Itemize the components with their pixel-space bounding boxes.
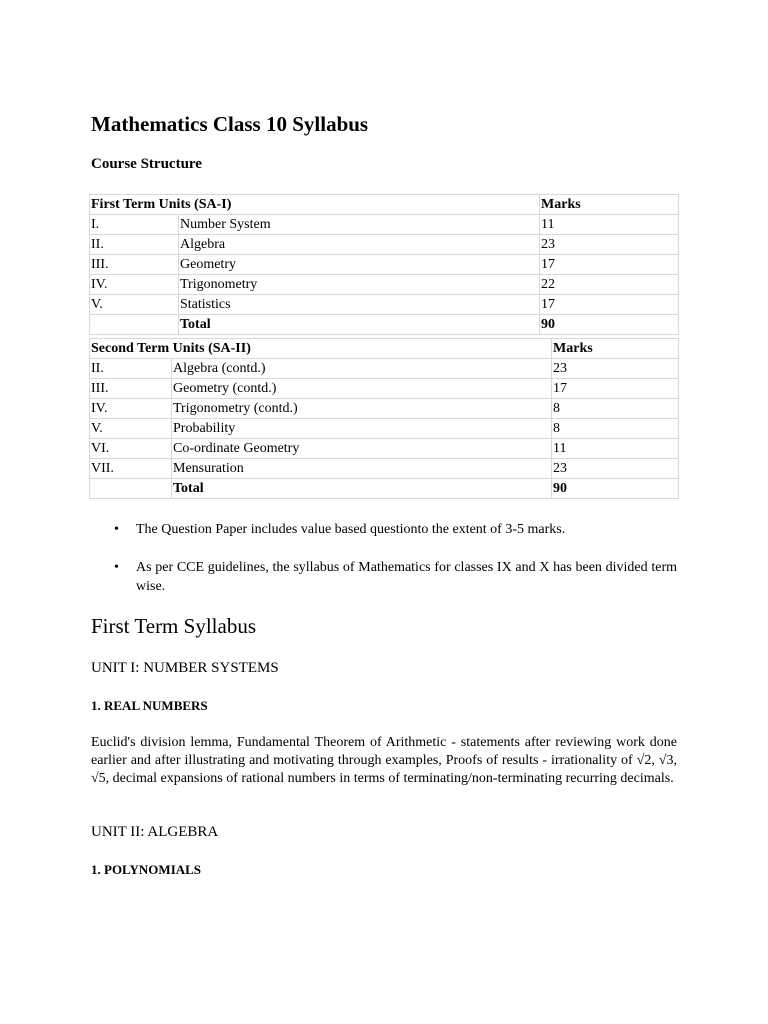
table-row [90, 255, 679, 275]
unit-name: Algebra (contd.) [172, 359, 552, 379]
unit-name: Algebra [179, 235, 540, 255]
unit-name: Number System [179, 215, 540, 235]
unit-marks: 22 [540, 275, 679, 295]
table-row [90, 459, 679, 479]
unit-number: V. [90, 419, 172, 439]
unit-number: VI. [90, 439, 172, 459]
unit-1-subheading: 1. REAL NUMBERS [91, 698, 208, 713]
unit-marks: 17 [552, 379, 679, 399]
unit-number: II. [90, 235, 179, 255]
unit-marks: 23 [540, 235, 679, 255]
table-header-row [90, 195, 679, 215]
table-row [90, 235, 679, 255]
table-total-row [90, 479, 679, 499]
table-header-marks: Marks [552, 339, 679, 359]
unit-number: II. [90, 359, 172, 379]
unit-number: I. [90, 215, 179, 235]
empty-cell [90, 479, 172, 499]
unit-2-heading: UNIT II: ALGEBRA [91, 824, 219, 840]
unit-name: Statistics [179, 295, 540, 315]
notes-list [91, 520, 677, 615]
total-label: Total [179, 315, 540, 335]
list-item-text: The Question Paper includes value based questionto the extent of 3-5 marks. [136, 522, 566, 537]
list-item [91, 520, 677, 539]
bullet-icon: • [114, 522, 119, 537]
table-row [90, 359, 679, 379]
section-subtitle: Course Structure [91, 156, 202, 172]
first-term-heading: First Term Syllabus [91, 614, 256, 638]
bullet-icon: • [114, 560, 119, 575]
unit-name: Trigonometry (contd.) [172, 399, 552, 419]
second-term-table [89, 338, 679, 499]
table-header-units: First Term Units (SA-I) [90, 195, 540, 215]
unit-name: Mensuration [172, 459, 552, 479]
unit-number: IV. [90, 399, 172, 419]
table-row [90, 215, 679, 235]
unit-marks: 17 [540, 255, 679, 275]
first-term-table [89, 194, 679, 335]
unit-number: V. [90, 295, 179, 315]
unit-name: Geometry (contd.) [172, 379, 552, 399]
unit-marks: 11 [540, 215, 679, 235]
unit-marks: 8 [552, 419, 679, 439]
unit-marks: 17 [540, 295, 679, 315]
list-item-text: As per CCE guidelines, the syllabus of Mathematics for classes IX and X has been divided term wise. [136, 560, 677, 594]
table-row [90, 275, 679, 295]
table-row [90, 379, 679, 399]
total-label: Total [172, 479, 552, 499]
unit-number: III. [90, 255, 179, 275]
unit-1-paragraph: Euclid's division lemma, Fundamental Theorem of Arithmetic - statements after reviewing work done earlier and after illustrating and motivating through examples, Proofs of results - irrationality of √2, √3, √5, decimal expansions of rational numbers in terms of terminating/non-terminating recurring decimals. [91, 735, 677, 786]
table-header-units: Second Term Units (SA-II) [90, 339, 552, 359]
table-row [90, 439, 679, 459]
unit-name: Geometry [179, 255, 540, 275]
unit-name: Probability [172, 419, 552, 439]
unit-1-heading: UNIT I: NUMBER SYSTEMS [91, 660, 279, 676]
unit-marks: 8 [552, 399, 679, 419]
table-row [90, 419, 679, 439]
unit-name: Trigonometry [179, 275, 540, 295]
table-header-marks: Marks [540, 195, 679, 215]
table-header-row [90, 339, 679, 359]
unit-name: Co-ordinate Geometry [172, 439, 552, 459]
table-total-row [90, 315, 679, 335]
unit-marks: 11 [552, 439, 679, 459]
unit-number: VII. [90, 459, 172, 479]
empty-cell [90, 315, 179, 335]
unit-2-subheading: 1. POLYNOMIALS [91, 862, 202, 877]
table-row [90, 295, 679, 315]
unit-number: III. [90, 379, 172, 399]
unit-number: IV. [90, 275, 179, 295]
total-marks: 90 [552, 479, 679, 499]
unit-marks: 23 [552, 359, 679, 379]
total-marks: 90 [540, 315, 679, 335]
unit-marks: 23 [552, 459, 679, 479]
page-title: Mathematics Class 10 Syllabus [91, 112, 369, 136]
list-item [91, 558, 677, 596]
table-row [90, 399, 679, 419]
